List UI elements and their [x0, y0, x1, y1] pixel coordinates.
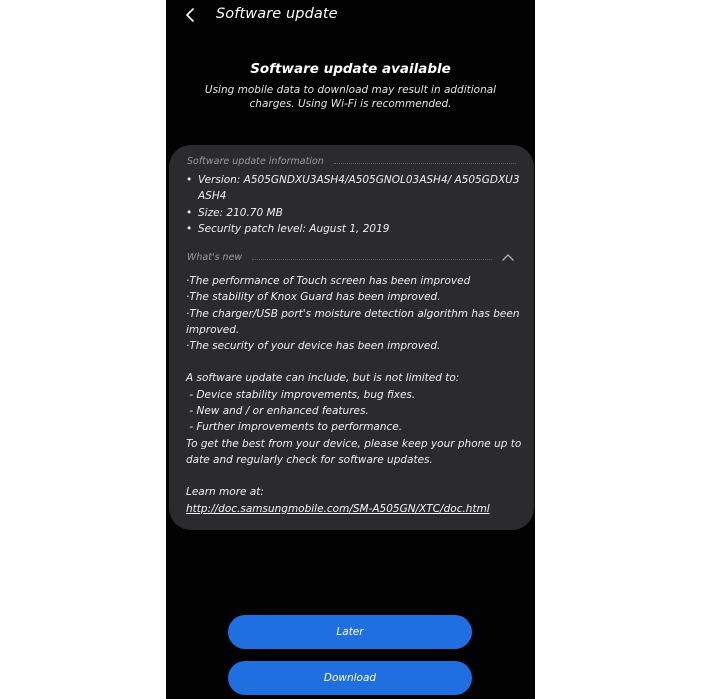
list-item: • Security patch level: August 1, 2019 [186, 221, 521, 237]
back-button[interactable] [180, 4, 202, 26]
note-item: - New and / or enhanced features. [186, 405, 369, 418]
change-item: ·The performance of Touch screen has been improved [186, 275, 471, 287]
change-item: ·The charger/USB port's moisture detection algorithm has been improved. [186, 307, 520, 336]
version-text: Version: A505GNDXU3ASH4/A505GNOL03ASH4/ A505GDXU3ASH4 [198, 174, 520, 203]
list-item: • Size: 210.70 MB [186, 205, 521, 221]
download-button[interactable]: Download [228, 661, 472, 695]
whats-new-body [186, 273, 523, 517]
update-details-card [169, 145, 534, 530]
phone-screen [166, 0, 535, 699]
security-patch-text: Security patch level: August 1, 2019 [198, 222, 390, 235]
chevron-left-icon [180, 4, 202, 26]
app-bar [166, 0, 535, 30]
divider [334, 163, 516, 164]
later-button[interactable]: Later [228, 615, 472, 649]
change-item: ·The stability of Knox Guard has been improved. [186, 291, 441, 304]
note-item: - Device stability improvements, bug fixes. [186, 388, 416, 401]
note-item: - Further improvements to performance. [186, 421, 403, 434]
list-item: • Version: A505GNDXU3ASH4/A505GNOL03ASH4/ A505GDXU3ASH4 [186, 172, 521, 205]
whats-new-title: What's new [187, 251, 243, 263]
chevron-up-icon[interactable] [500, 251, 516, 263]
data-charge-warning: Using mobile data to download may result in additional charges. Using Wi-Fi is recommended. [204, 84, 497, 110]
update-info-list [186, 172, 521, 237]
divider [252, 259, 492, 260]
learn-more-label: Learn more at: [186, 486, 264, 499]
change-item: ·The security of your device has been improved. [186, 340, 441, 353]
page-title: Software update [216, 6, 338, 22]
note-item: To get the best from your device, please keep your phone up to date and regularly check for software updates. [186, 437, 522, 466]
learn-more-link[interactable]: http://doc.samsungmobile.com/SM-A505GN/XTC/doc.html [186, 502, 490, 515]
size-text: Size: 210.70 MB [198, 206, 283, 219]
update-headline: Software update available [250, 61, 451, 77]
info-section-title: Software update information [187, 155, 324, 167]
whats-new-header[interactable] [187, 250, 516, 264]
info-section-header [187, 154, 516, 168]
note-item: A software update can include, but is not limited to: [186, 372, 460, 385]
